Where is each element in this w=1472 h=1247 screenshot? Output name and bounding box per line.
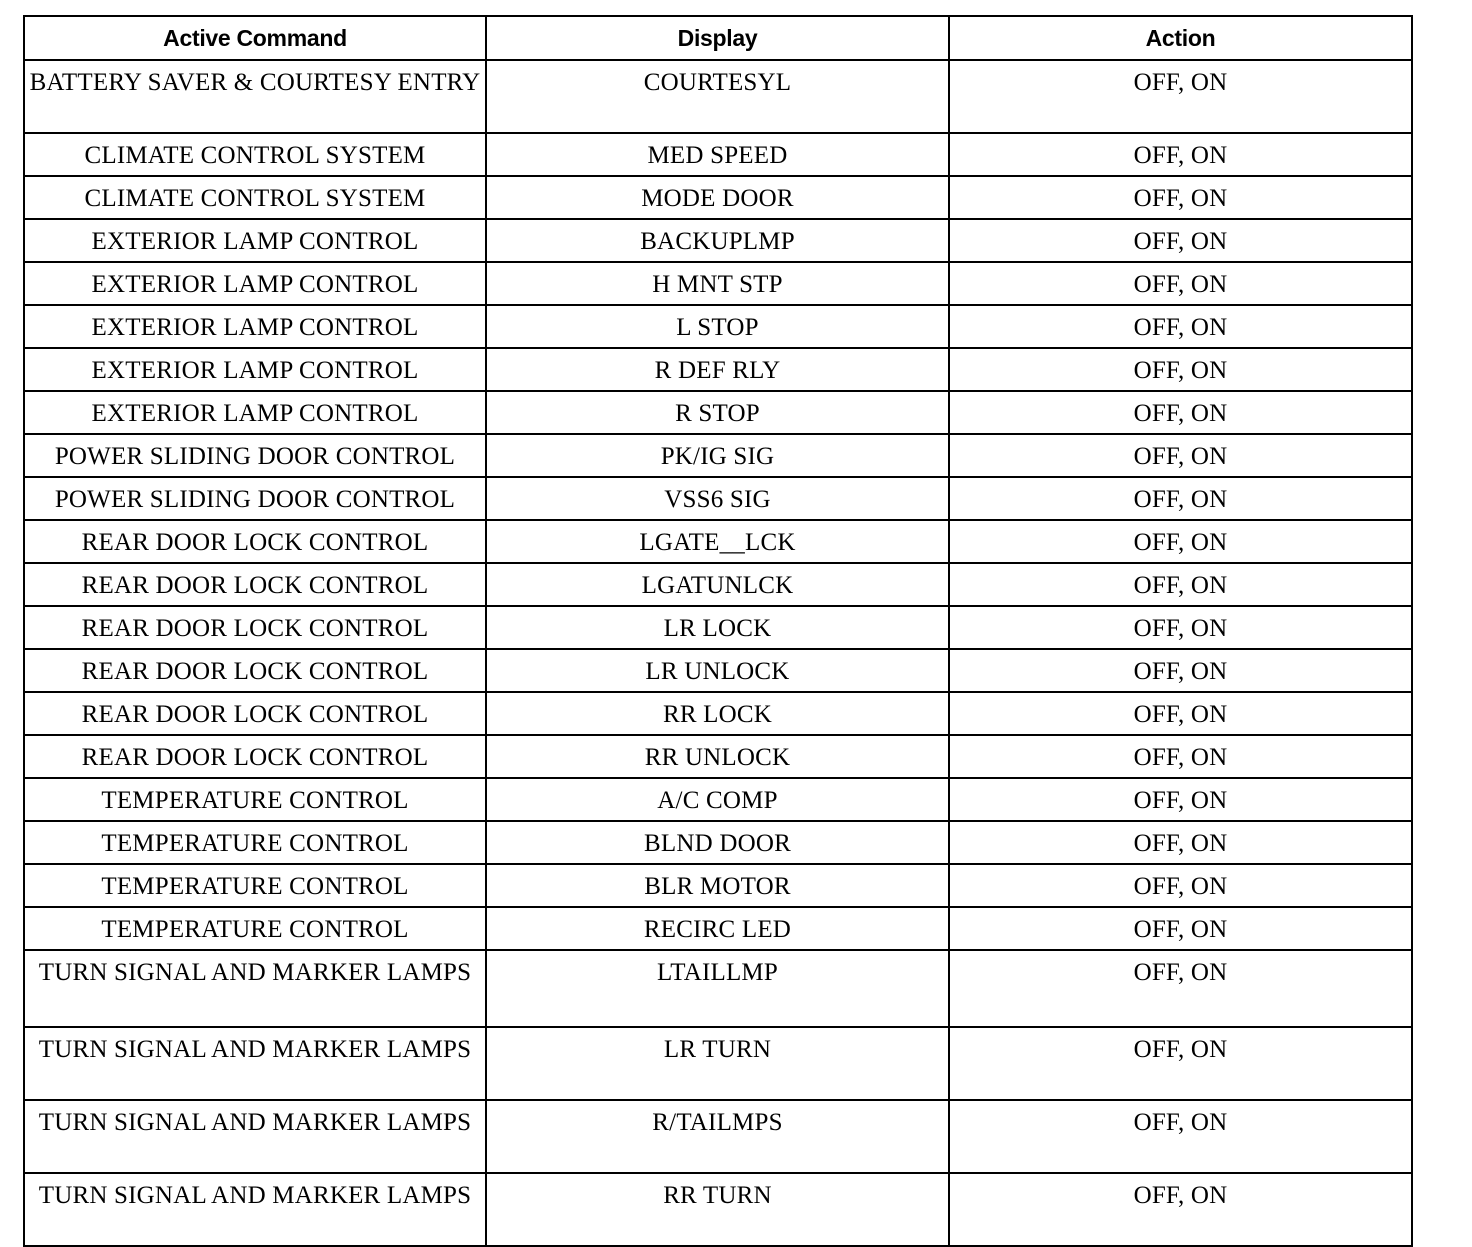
cell-action: OFF, ON <box>949 305 1412 348</box>
cell-display: RR LOCK <box>486 692 949 735</box>
table-header <box>24 16 1412 60</box>
cell-action: OFF, ON <box>949 477 1412 520</box>
cell-active-command: REAR DOOR LOCK CONTROL <box>24 692 486 735</box>
table-row <box>24 1173 1412 1246</box>
cell-action: OFF, ON <box>949 219 1412 262</box>
table-row <box>24 520 1412 563</box>
cell-display: PK/IG SIG <box>486 434 949 477</box>
cell-active-command: TURN SIGNAL AND MARKER LAMPS <box>24 1027 486 1100</box>
table-row <box>24 907 1412 950</box>
cell-action: OFF, ON <box>949 434 1412 477</box>
cell-active-command: TEMPERATURE CONTROL <box>24 778 486 821</box>
cell-display: RR TURN <box>486 1173 949 1246</box>
table-row <box>24 778 1412 821</box>
table-row <box>24 821 1412 864</box>
cell-display: LR UNLOCK <box>486 649 949 692</box>
cell-display: A/C COMP <box>486 778 949 821</box>
cell-display: BACKUPLMP <box>486 219 949 262</box>
cell-display: R/TAILMPS <box>486 1100 949 1173</box>
table-row <box>24 477 1412 520</box>
cell-active-command: TURN SIGNAL AND MARKER LAMPS <box>24 1173 486 1246</box>
cell-display: COURTESYL <box>486 60 949 133</box>
cell-action: OFF, ON <box>949 864 1412 907</box>
table-row <box>24 391 1412 434</box>
cell-action: OFF, ON <box>949 391 1412 434</box>
table-row <box>24 60 1412 133</box>
cell-action: OFF, ON <box>949 348 1412 391</box>
cell-active-command: BATTERY SAVER & COURTESY ENTRY <box>24 60 486 133</box>
cell-action: OFF, ON <box>949 821 1412 864</box>
table-row <box>24 434 1412 477</box>
cell-action: OFF, ON <box>949 60 1412 133</box>
cell-active-command: TURN SIGNAL AND MARKER LAMPS <box>24 1100 486 1173</box>
cell-display: LR TURN <box>486 1027 949 1100</box>
cell-active-command: POWER SLIDING DOOR CONTROL <box>24 434 486 477</box>
cell-active-command: REAR DOOR LOCK CONTROL <box>24 563 486 606</box>
cell-action: OFF, ON <box>949 1173 1412 1246</box>
cell-action: OFF, ON <box>949 907 1412 950</box>
cell-display: H MNT STP <box>486 262 949 305</box>
table-row <box>24 133 1412 176</box>
cell-display: LGATE__LCK <box>486 520 949 563</box>
cell-active-command: TEMPERATURE CONTROL <box>24 907 486 950</box>
cell-active-command: CLIMATE CONTROL SYSTEM <box>24 133 486 176</box>
cell-active-command: REAR DOOR LOCK CONTROL <box>24 649 486 692</box>
cell-action: OFF, ON <box>949 262 1412 305</box>
table-row <box>24 606 1412 649</box>
table-row <box>24 176 1412 219</box>
cell-display: BLND DOOR <box>486 821 949 864</box>
table-row <box>24 305 1412 348</box>
cell-active-command: EXTERIOR LAMP CONTROL <box>24 219 486 262</box>
table-row <box>24 1100 1412 1173</box>
cell-display: LR LOCK <box>486 606 949 649</box>
header-row <box>24 16 1412 60</box>
cell-display: LTAILLMP <box>486 950 949 1027</box>
cell-active-command: CLIMATE CONTROL SYSTEM <box>24 176 486 219</box>
cell-active-command: TEMPERATURE CONTROL <box>24 821 486 864</box>
cell-display: RECIRC LED <box>486 907 949 950</box>
table-row <box>24 649 1412 692</box>
cell-display: LGATUNLCK <box>486 563 949 606</box>
cell-active-command: TEMPERATURE CONTROL <box>24 864 486 907</box>
cell-active-command: REAR DOOR LOCK CONTROL <box>24 606 486 649</box>
cell-active-command: REAR DOOR LOCK CONTROL <box>24 735 486 778</box>
table-row <box>24 735 1412 778</box>
cell-action: OFF, ON <box>949 520 1412 563</box>
cell-display: RR UNLOCK <box>486 735 949 778</box>
cell-display: MODE DOOR <box>486 176 949 219</box>
active-command-table <box>23 15 1413 1247</box>
cell-active-command: EXTERIOR LAMP CONTROL <box>24 305 486 348</box>
cell-display: BLR MOTOR <box>486 864 949 907</box>
table-row <box>24 348 1412 391</box>
cell-action: OFF, ON <box>949 649 1412 692</box>
table-row <box>24 864 1412 907</box>
cell-display: VSS6 SIG <box>486 477 949 520</box>
cell-action: OFF, ON <box>949 1100 1412 1173</box>
cell-action: OFF, ON <box>949 692 1412 735</box>
cell-action: OFF, ON <box>949 735 1412 778</box>
cell-display: L STOP <box>486 305 949 348</box>
cell-action: OFF, ON <box>949 1027 1412 1100</box>
table-row <box>24 219 1412 262</box>
cell-action: OFF, ON <box>949 133 1412 176</box>
cell-display: R DEF RLY <box>486 348 949 391</box>
cell-active-command: REAR DOOR LOCK CONTROL <box>24 520 486 563</box>
table-row <box>24 262 1412 305</box>
header-display: Display <box>486 16 949 60</box>
table-row <box>24 563 1412 606</box>
cell-active-command: EXTERIOR LAMP CONTROL <box>24 391 486 434</box>
cell-action: OFF, ON <box>949 606 1412 649</box>
table-body <box>24 60 1412 1246</box>
header-active-command: Active Command <box>24 16 486 60</box>
table-row <box>24 692 1412 735</box>
cell-active-command: POWER SLIDING DOOR CONTROL <box>24 477 486 520</box>
cell-display: MED SPEED <box>486 133 949 176</box>
header-action: Action <box>949 16 1412 60</box>
cell-action: OFF, ON <box>949 563 1412 606</box>
cell-active-command: TURN SIGNAL AND MARKER LAMPS <box>24 950 486 1027</box>
table-row <box>24 950 1412 1027</box>
table-row <box>24 1027 1412 1100</box>
cell-active-command: EXTERIOR LAMP CONTROL <box>24 348 486 391</box>
cell-action: OFF, ON <box>949 950 1412 1027</box>
cell-action: OFF, ON <box>949 176 1412 219</box>
cell-active-command: EXTERIOR LAMP CONTROL <box>24 262 486 305</box>
cell-display: R STOP <box>486 391 949 434</box>
cell-action: OFF, ON <box>949 778 1412 821</box>
